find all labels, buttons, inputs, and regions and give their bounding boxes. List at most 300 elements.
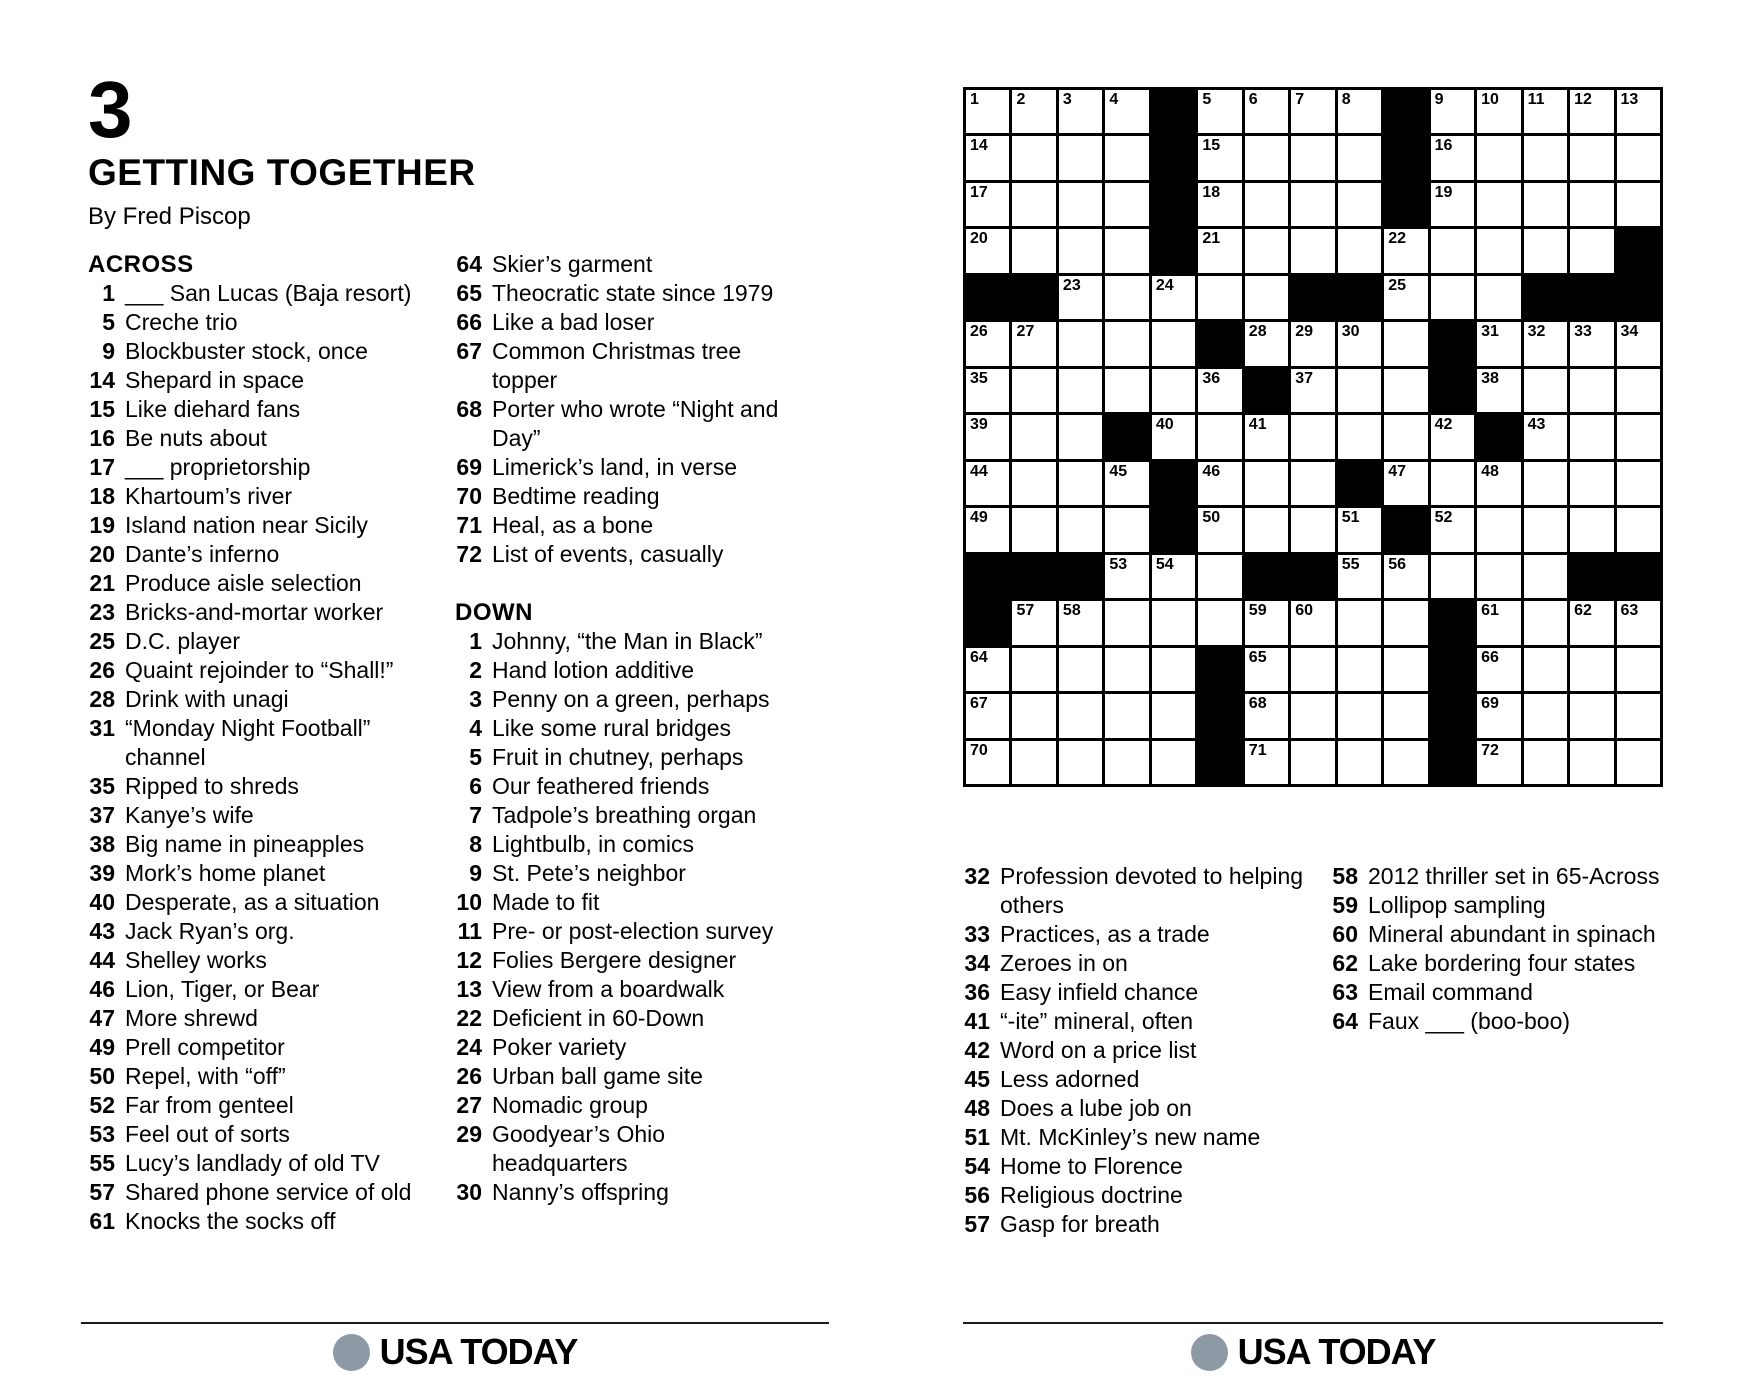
grid-cell-r11c2 [1012,555,1055,598]
grid-cell-number: 30 [1341,323,1360,341]
grid-cell-r5c9 [1338,276,1381,319]
grid-cell-number: 13 [1620,91,1639,108]
clue-number: 17 [89,454,115,480]
grid-cell-r6c13 [1524,322,1567,365]
grid-cell-number: 29 [1295,323,1314,341]
grid-cell-r11c14 [1570,555,1613,598]
grid-cell-r11c11 [1431,555,1474,598]
clue-down-57 [963,1210,1318,1239]
grid-cell-r12c4 [1105,601,1148,644]
grid-cell-r7c9 [1338,369,1381,412]
grid-cell-r15c11 [1431,741,1474,784]
grid-cell-r11c1 [966,555,1009,598]
clue-number: 24 [456,1034,482,1060]
clue-down-63 [1331,978,1691,1007]
grid-cell-r3c11 [1431,183,1474,226]
clue-number: 31 [89,715,115,741]
clue-number: 50 [89,1063,115,1089]
clue-down-9 [455,859,785,888]
grid-cell-number: 56 [1388,555,1406,573]
clue-text: Prell competitor [125,1034,285,1060]
grid-cell-r8c9 [1338,415,1381,458]
clue-text: Mineral abundant in spinach [1368,921,1656,947]
grid-cell-number: 72 [1481,741,1499,759]
grid-cell-number: 42 [1434,416,1453,434]
grid-cell-number: 28 [1248,323,1267,341]
grid-cell-number: 31 [1481,323,1499,341]
clue-number: 51 [964,1124,990,1150]
title-block [88,65,476,231]
grid-cell-r15c15 [1617,741,1660,784]
grid-cell-r9c9 [1338,462,1381,505]
clue-down-48 [963,1094,1318,1123]
grid-cell-r4c1 [966,229,1009,272]
grid-cell-number: 51 [1341,509,1360,527]
clue-text: Goodyear’s Ohio headquarters [492,1121,666,1176]
grid-cell-r12c15 [1617,601,1660,644]
clue-number: 46 [89,976,115,1002]
grid-cell-r5c10 [1384,276,1427,319]
clue-text: Heal, as a bone [492,512,654,538]
clue-number: 5 [469,744,482,770]
clue-across-61 [88,1207,445,1236]
grid-cell-number: 32 [1527,323,1546,341]
clue-number: 1 [102,280,115,306]
clue-number: 53 [89,1121,115,1147]
clue-text: Penny on a green, perhaps [492,686,770,712]
grid-cell-r1c4 [1105,90,1148,133]
clue-number: 60 [1332,921,1358,947]
grid-cell-number: 17 [970,183,988,201]
grid-cell-r13c6 [1198,648,1241,691]
grid-cell-number: 39 [970,416,988,434]
clue-down-8 [455,830,785,859]
grid-cell-r14c9 [1338,694,1381,737]
grid-cell-number: 65 [1248,648,1267,666]
grid-cell-r11c13 [1524,555,1567,598]
grid-cell-number: 46 [1202,462,1221,480]
grid-cell-r1c10 [1384,90,1427,133]
clue-text: Jack Ryan’s org. [125,918,295,944]
clue-text: Skier’s garment [492,251,653,277]
grid-cell-r1c5 [1152,90,1195,133]
clue-text: Shepard in space [125,367,305,393]
grid-cell-r12c9 [1338,601,1381,644]
puzzle-number: 3 [88,65,134,154]
grid-cell-r10c8 [1291,508,1334,551]
down-clues-column-3 [1331,862,1691,1036]
grid-cell-r1c6 [1198,90,1241,133]
grid-cell-r13c4 [1105,648,1148,691]
clue-text: Khartoum’s river [125,483,293,509]
grid-cell-r5c4 [1105,276,1148,319]
grid-cell-r2c8 [1291,136,1334,179]
grid-cell-number: 1 [970,91,979,108]
clue-number: 15 [89,396,115,422]
clue-text: Urban ball game site [492,1063,703,1089]
clue-down-59 [1331,891,1691,920]
clue-number: 49 [89,1034,115,1060]
grid-cell-r4c9 [1338,229,1381,272]
grid-cell-number: 64 [970,648,988,666]
grid-cell-r5c8 [1291,276,1334,319]
clue-number: 62 [1332,950,1358,976]
grid-cell-r3c8 [1291,183,1334,226]
grid-cell-number: 27 [1016,323,1035,341]
clue-text: Lollipop sampling [1368,892,1546,918]
grid-cell-r8c12 [1477,415,1520,458]
clue-across-44 [88,946,445,975]
clue-number: 26 [456,1063,482,1089]
grid-cell-r7c3 [1059,369,1102,412]
grid-cell-r3c15 [1617,183,1660,226]
grid-cell-r6c15 [1617,322,1660,365]
clue-down-36 [963,978,1318,1007]
grid-cell-r15c13 [1524,741,1567,784]
grid-cell-r14c5 [1152,694,1195,737]
grid-cell-r14c3 [1059,694,1102,737]
grid-cell-r5c5 [1152,276,1195,319]
grid-cell-r12c7 [1245,601,1288,644]
grid-cell-r10c10 [1384,508,1427,551]
clue-number: 18 [89,483,115,509]
grid-cell-r6c9 [1338,322,1381,365]
grid-cell-r13c3 [1059,648,1102,691]
grid-cell-r10c4 [1105,508,1148,551]
grid-cell-r15c1 [966,741,1009,784]
grid-cell-r4c15 [1617,229,1660,272]
grid-cell-r9c2 [1012,462,1055,505]
grid-cell-number: 70 [970,741,988,759]
grid-cell-number: 58 [1062,602,1081,620]
clue-down-54 [963,1152,1318,1181]
grid-cell-r5c11 [1431,276,1474,319]
clue-text: Gasp for breath [1000,1211,1160,1237]
clue-number: 2 [469,657,482,683]
clue-text: Nomadic group [492,1092,648,1118]
grid-cell-r3c1 [966,183,1009,226]
grid-cell-r8c8 [1291,415,1334,458]
grid-cell-r7c13 [1524,369,1567,412]
clue-across-43 [88,917,445,946]
grid-cell-r6c11 [1431,322,1474,365]
clue-number: 21 [89,570,115,596]
grid-cell-r11c10 [1384,555,1427,598]
clue-text: Like diehard fans [125,396,301,422]
clue-text: More shrewd [125,1005,258,1031]
grid-cell-r3c10 [1384,183,1427,226]
grid-cell-number: 5 [1202,91,1212,108]
grid-cell-r4c8 [1291,229,1334,272]
clue-number: 52 [89,1092,115,1118]
clue-down-11 [455,917,785,946]
grid-cell-number: 25 [1388,276,1406,294]
grid-cell-r11c4 [1105,555,1148,598]
clue-text: Email command [1368,979,1533,1005]
clue-down-3 [455,685,785,714]
grid-cell-number: 44 [970,462,988,480]
clue-text: Fruit in chutney, perhaps [492,744,744,770]
grid-cell-r13c5 [1152,648,1195,691]
grid-cell-r13c8 [1291,648,1334,691]
clue-text: Blockbuster stock, once [125,338,368,364]
usatoday-wordmark: USA TODAY [379,1331,578,1372]
grid-cell-number: 57 [1016,602,1035,620]
clue-text: Poker variety [492,1034,627,1060]
clue-down-10 [455,888,785,917]
grid-cell-r2c3 [1059,136,1102,179]
across-heading: ACROSS [88,251,194,278]
grid-cell-r10c14 [1570,508,1613,551]
grid-cell-number: 15 [1202,137,1221,155]
grid-cell-number: 40 [1155,416,1174,434]
grid-cell-r9c15 [1617,462,1660,505]
grid-cell-r1c8 [1291,90,1334,133]
clue-number: 37 [89,802,115,828]
clue-down-27 [455,1091,785,1120]
usatoday-circle-icon [333,1334,370,1371]
clue-text: Made to fit [492,889,600,915]
clue-text: Faux ___ (boo-boo) [1368,1008,1571,1034]
clue-across-55 [88,1149,445,1178]
grid-cell-number: 43 [1527,416,1546,434]
grid-cell-number: 59 [1248,602,1267,620]
usatoday-logo-left [81,1330,829,1374]
clue-text: Pre- or post-election survey [492,918,774,944]
clue-number: 19 [89,512,115,538]
clue-down-7 [455,801,785,830]
clue-number: 13 [456,976,482,1002]
grid-cell-r4c10 [1384,229,1427,272]
clue-text: Knocks the socks off [125,1208,336,1234]
clue-number: 43 [89,918,115,944]
grid-cell-r15c7 [1245,741,1288,784]
grid-cell-number: 60 [1295,602,1314,620]
clue-number: 32 [964,863,990,889]
grid-cell-number: 23 [1062,276,1081,294]
clue-text: Lucy’s landlady of old TV [125,1150,380,1176]
grid-cell-r7c14 [1570,369,1613,412]
grid-cell-number: 14 [970,137,988,155]
grid-cell-r1c2 [1012,90,1055,133]
grid-cell-r8c14 [1570,415,1613,458]
clue-text: “Monday Night Football” channel [125,715,371,770]
grid-cell-r1c11 [1431,90,1474,133]
grid-cell-r10c6 [1198,508,1241,551]
grid-cell-r11c7 [1245,555,1288,598]
clue-down-24 [455,1033,785,1062]
clue-text: Limerick’s land, in verse [492,454,738,480]
clue-down-58 [1331,862,1691,891]
page-title: GETTING TOGETHER [88,152,476,193]
clue-text: Practices, as a trade [1000,921,1210,947]
clue-text: Does a lube job on [1000,1095,1192,1121]
clue-text: Bedtime reading [492,483,660,509]
clue-across-47 [88,1004,445,1033]
grid-cell-r13c15 [1617,648,1660,691]
grid-cell-r7c10 [1384,369,1427,412]
clue-across-35 [88,772,445,801]
grid-cell-r2c15 [1617,136,1660,179]
clue-text: Folies Bergere designer [492,947,737,973]
grid-cell-r15c4 [1105,741,1148,784]
grid-cell-r5c1 [966,276,1009,319]
grid-cell-number: 49 [970,509,988,527]
grid-cell-number: 55 [1341,555,1360,573]
clue-across-28 [88,685,445,714]
grid-cell-r9c3 [1059,462,1102,505]
clue-number: 14 [89,367,115,393]
grid-cell-r4c14 [1570,229,1613,272]
clue-number: 30 [456,1179,482,1205]
clue-number: 25 [89,628,115,654]
clue-number: 40 [89,889,115,915]
grid-cell-r6c14 [1570,322,1613,365]
clue-across-17 [88,453,445,482]
grid-cell-r13c13 [1524,648,1567,691]
grid-cell-r11c15 [1617,555,1660,598]
grid-cell-r3c13 [1524,183,1567,226]
clue-text: Lake bordering four states [1368,950,1636,976]
clue-across-14 [88,366,445,395]
grid-cell-r14c13 [1524,694,1567,737]
clue-across-69 [455,453,785,482]
clue-down-42 [963,1036,1318,1065]
across-clues-column-2 [455,250,785,1207]
grid-cell-r6c5 [1152,322,1195,365]
clue-down-1 [455,627,785,656]
grid-cell-r14c11 [1431,694,1474,737]
grid-cell-r15c6 [1198,741,1241,784]
grid-cell-r9c12 [1477,462,1520,505]
clue-number: 34 [964,950,990,976]
clue-number: 8 [469,831,482,857]
grid-cell-r10c3 [1059,508,1102,551]
clue-down-5 [455,743,785,772]
clue-text: Lightbulb, in comics [492,831,694,857]
clue-number: 65 [456,280,482,306]
clue-across-5 [88,308,445,337]
grid-cell-r6c10 [1384,322,1427,365]
grid-cell-r14c14 [1570,694,1613,737]
clue-text: Common Christmas tree topper [492,338,742,393]
clue-number: 3 [469,686,482,712]
clue-down-30 [455,1178,785,1207]
clue-number: 71 [456,512,482,538]
grid-cell-r3c6 [1198,183,1241,226]
grid-cell-r3c7 [1245,183,1288,226]
clue-across-9 [88,337,445,366]
clue-text: Easy infield chance [1000,979,1199,1005]
grid-cell-r3c12 [1477,183,1520,226]
grid-cell-number: 9 [1434,91,1444,108]
grid-cell-r8c1 [966,415,1009,458]
clue-number: 57 [964,1211,990,1237]
clue-number: 22 [456,1005,482,1031]
grid-cell-number: 18 [1202,183,1221,201]
clue-number: 9 [469,860,482,886]
clue-number: 35 [89,773,115,799]
grid-cell-r12c13 [1524,601,1567,644]
clue-across-68 [455,395,785,453]
grid-cell-r8c11 [1431,415,1474,458]
clue-text: Quaint rejoinder to “Shall!” [125,657,394,683]
clue-text: Zeroes in on [1000,950,1128,976]
clue-across-66 [455,308,785,337]
clue-text: “-ite” mineral, often [1000,1008,1194,1034]
grid-cell-r8c10 [1384,415,1427,458]
clue-text: Repel, with “off” [125,1063,286,1089]
clue-across-64 [455,250,785,279]
grid-cell-r1c7 [1245,90,1288,133]
clue-number: 59 [1332,892,1358,918]
grid-cell-r2c2 [1012,136,1055,179]
grid-cell-number: 71 [1248,741,1267,759]
across-clues-column-1 [88,250,445,1236]
grid-cell-number: 61 [1481,602,1499,620]
grid-cell-r15c2 [1012,741,1055,784]
grid-cell-r6c2 [1012,322,1055,365]
clue-text: ___ San Lucas (Baja resort) [125,280,412,306]
clue-text: Desperate, as a situation [125,889,380,915]
grid-cell-r9c10 [1384,462,1427,505]
grid-cell-r11c12 [1477,555,1520,598]
grid-cell-r4c2 [1012,229,1055,272]
clue-number: 29 [456,1121,482,1147]
clue-number: 20 [89,541,115,567]
grid-cell-r13c14 [1570,648,1613,691]
clue-text: St. Pete’s neighbor [492,860,686,886]
clue-across-20 [88,540,445,569]
usatoday-logo-right [963,1330,1663,1374]
clue-down-51 [963,1123,1318,1152]
clue-text: Dante’s inferno [125,541,280,567]
grid-cell-r12c14 [1570,601,1613,644]
clue-text: Mt. McKinley’s new name [1000,1124,1261,1150]
grid-cell-r5c12 [1477,276,1520,319]
grid-cell-number: 62 [1574,602,1592,620]
grid-cell-r15c14 [1570,741,1613,784]
grid-cell-r15c12 [1477,741,1520,784]
clue-text: Drink with unagi [125,686,289,712]
grid-cell-r15c5 [1152,741,1195,784]
grid-cell-r6c6 [1198,322,1241,365]
clue-down-41 [963,1007,1318,1036]
grid-cell-number: 2 [1016,91,1026,108]
clue-number: 10 [456,889,482,915]
grid-cell-r10c11 [1431,508,1474,551]
grid-cell-r5c13 [1524,276,1567,319]
across-clue-list-2 [455,250,785,569]
grid-cell-r12c5 [1152,601,1195,644]
clue-text: Mork’s home planet [125,860,326,886]
clue-text: Johnny, “the Man in Black” [492,628,763,654]
grid-cell-r14c10 [1384,694,1427,737]
clue-number: 69 [456,454,482,480]
grid-cell-number: 6 [1248,91,1258,108]
grid-cell-r12c8 [1291,601,1334,644]
grid-cell-r4c11 [1431,229,1474,272]
clue-across-40 [88,888,445,917]
clue-text: Theocratic state since 1979 [492,280,774,306]
grid-cell-r4c3 [1059,229,1102,272]
grid-cell-r10c1 [966,508,1009,551]
grid-cell-number: 10 [1481,91,1499,108]
grid-cell-r5c6 [1198,276,1241,319]
clue-text: Kanye’s wife [125,802,254,828]
clue-down-26 [455,1062,785,1091]
grid-cell-r7c6 [1198,369,1241,412]
